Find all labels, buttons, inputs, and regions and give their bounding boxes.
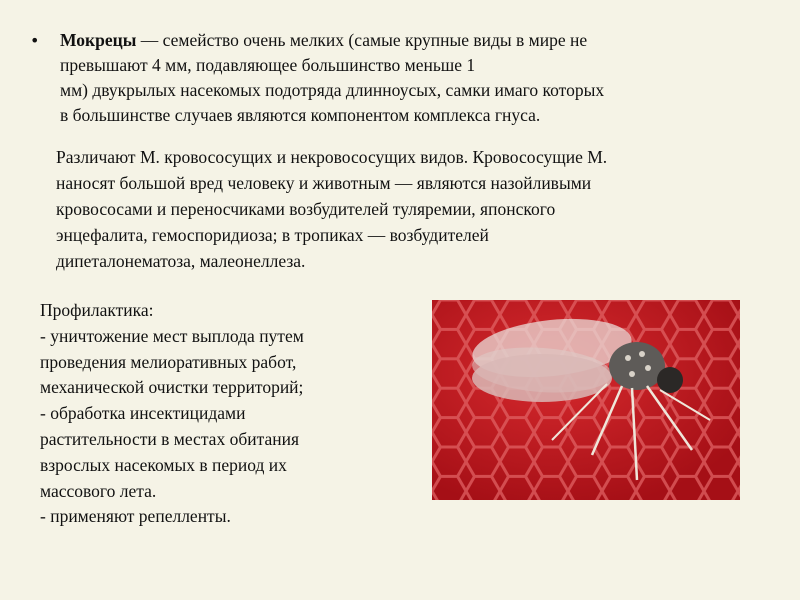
bullet-dot-icon: • <box>30 31 40 50</box>
prophylaxis-text: Профилактика: - уничтожение мест выплода путем проведения мелиоративных работ, механической очистки территорий; - обработка инсектицидами растительности в местах обитания взрослых насекомых в период их массового лета. - применяют репелленты. <box>40 300 304 527</box>
midge-photo <box>432 300 740 500</box>
species-paragraph: Различают М. кровососущих и некровососущих видов. Кровососущие М. наносят большой вред человеку и животным — являются назойливыми кровососами и переносчиками возбудителей туляремии, японского энцефалита, гемоспоридиоза; в тропиках — возбудителей дипеталонематоза, малеонеллеза. <box>56 147 608 271</box>
intro-definition: — семейство очень мелких (самые крупные виды в мире не превышают 4 мм, подавляющее большинство меньше 1 мм) двукрылых насекомых подотряда длинноусых, самки имаго которых в большинстве случаев являются компонентом комплекса гнуса. <box>60 30 605 125</box>
term-title: Мокрецы <box>60 30 137 50</box>
intro-text <box>60 28 770 128</box>
intro-bullet <box>30 28 770 128</box>
midge-illustration <box>432 300 740 500</box>
